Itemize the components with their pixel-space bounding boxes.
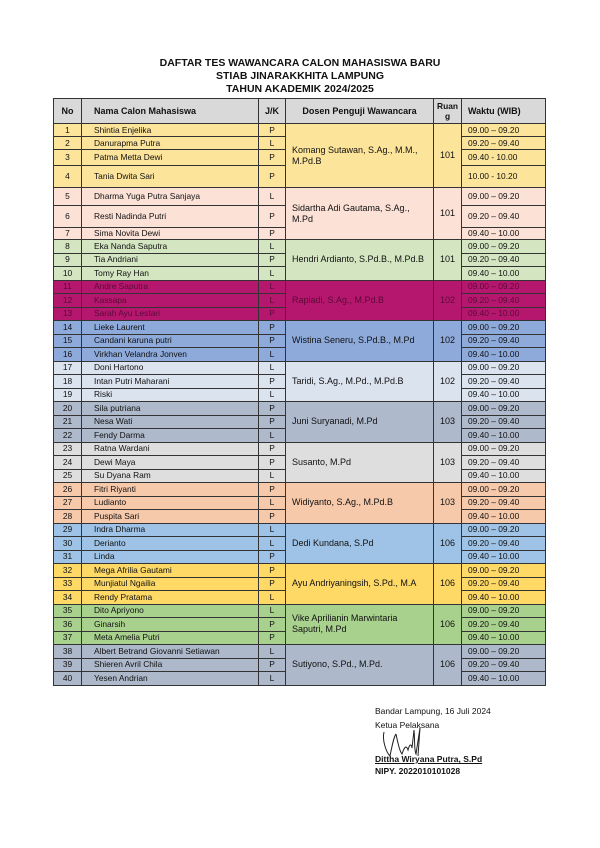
- candidate-name: Fitri Riyanti: [82, 483, 259, 497]
- row-number: 37: [54, 631, 82, 645]
- table-row: [54, 523, 546, 537]
- candidate-name: Fendy Darma: [82, 429, 259, 443]
- room-number: 101: [434, 240, 462, 281]
- row-number: 8: [54, 240, 82, 254]
- signer-id: NIPY. 2022010101028: [375, 766, 461, 776]
- gender: P: [259, 631, 286, 645]
- candidate-name: Dharma Yuga Putra Sanjaya: [82, 188, 259, 206]
- candidate-name: Andre Saputra: [82, 280, 259, 294]
- time-slot: 09.40 – 10.00: [462, 591, 546, 605]
- time-slot: 09.00 – 09.20: [462, 188, 546, 206]
- gender: L: [259, 361, 286, 375]
- row-number: 11: [54, 280, 82, 294]
- table-row: [54, 280, 546, 294]
- table-row: [54, 564, 546, 578]
- examiner-name: Rapiadi, S.Ag., M.Pd.B: [286, 280, 434, 321]
- candidate-name: Doni Hartono: [82, 361, 259, 375]
- academic-year: TAHUN AKADEMIK 2024/2025: [226, 83, 374, 95]
- time-slot: 09.00 – 09.20: [462, 280, 546, 294]
- gender: P: [259, 150, 286, 166]
- candidate-name: Sila putriana: [82, 402, 259, 416]
- time-slot: 09.20 – 09.40: [462, 137, 546, 150]
- row-number: 40: [54, 672, 82, 686]
- row-number: 28: [54, 510, 82, 524]
- gender: P: [259, 483, 286, 497]
- header-ruang: Ruan g: [434, 99, 462, 124]
- row-number: 36: [54, 618, 82, 632]
- candidate-name: Rendy Pratama: [82, 591, 259, 605]
- row-number: 19: [54, 388, 82, 402]
- examiner-name: Hendri Ardianto, S.Pd.B., M.Pd.B: [286, 240, 434, 281]
- gender: L: [259, 645, 286, 659]
- gender: P: [259, 253, 286, 267]
- row-number: 13: [54, 307, 82, 321]
- row-number: 3: [54, 150, 82, 166]
- row-number: 24: [54, 456, 82, 470]
- examiner-name: Taridi, S.Ag., M.Pd., M.Pd.B: [286, 361, 434, 402]
- gender: P: [259, 456, 286, 470]
- time-slot: 09.00 – 09.20: [462, 645, 546, 659]
- gender: L: [259, 469, 286, 483]
- candidate-name: Ratna Wardani: [82, 442, 259, 456]
- candidate-name: Ludianto: [82, 496, 259, 510]
- candidate-name: Shieren Avril Chila: [82, 658, 259, 672]
- gender: L: [259, 591, 286, 605]
- candidate-name: Yesen Andrian: [82, 672, 259, 686]
- candidate-name: Kassapa: [82, 294, 259, 308]
- candidate-name: Resti Nadinda Putri: [82, 206, 259, 228]
- examiner-name: Wistina Seneru, S.Pd.B., M.Pd: [286, 321, 434, 362]
- time-slot: 09.20 – 09.40: [462, 658, 546, 672]
- examiner-name: Widiyanto, S.Ag., M.Pd.B: [286, 483, 434, 524]
- gender: P: [259, 442, 286, 456]
- gender: L: [259, 294, 286, 308]
- document-title: DAFTAR TES WAWANCARA CALON MAHASISWA BARU: [159, 57, 441, 69]
- header-waktu: Waktu (WIB): [462, 99, 546, 124]
- row-number: 23: [54, 442, 82, 456]
- gender: P: [259, 307, 286, 321]
- time-slot: 09.00 – 09.20: [462, 564, 546, 578]
- time-slot: 09.40 – 10.00: [462, 469, 546, 483]
- candidate-name: Riski: [82, 388, 259, 402]
- gender: P: [259, 415, 286, 429]
- row-number: 38: [54, 645, 82, 659]
- room-number: 106: [434, 645, 462, 686]
- row-number: 12: [54, 294, 82, 308]
- header-jk: J/K: [259, 99, 286, 124]
- gender: L: [259, 137, 286, 150]
- time-slot: 09.20 – 09.40: [462, 206, 546, 228]
- gender: L: [259, 267, 286, 281]
- row-number: 25: [54, 469, 82, 483]
- gender: P: [259, 166, 286, 188]
- examiner-name: Juni Suryanadi, M.Pd: [286, 402, 434, 443]
- gender: L: [259, 496, 286, 510]
- room-number: 101: [434, 124, 462, 188]
- candidate-name: Danurapma Putra: [82, 137, 259, 150]
- row-number: 32: [54, 564, 82, 578]
- examiner-name: Komang Sutawan, S.Ag., M.M., M.Pd.B: [286, 124, 434, 188]
- gender: L: [259, 429, 286, 443]
- room-number: 106: [434, 564, 462, 605]
- candidate-name: Sima Novita Dewi: [82, 228, 259, 240]
- time-slot: 09.20 – 09.40: [462, 415, 546, 429]
- time-slot: 09.20 – 09.40: [462, 253, 546, 267]
- gender: P: [259, 228, 286, 240]
- row-number: 6: [54, 206, 82, 228]
- gender: P: [259, 564, 286, 578]
- gender: P: [259, 321, 286, 335]
- time-slot: 09.00 – 09.20: [462, 402, 546, 416]
- candidate-name: Sarah Ayu Lestari: [82, 307, 259, 321]
- time-slot: 09.40 – 10.00: [462, 510, 546, 524]
- row-number: 27: [54, 496, 82, 510]
- row-number: 7: [54, 228, 82, 240]
- row-number: 31: [54, 550, 82, 564]
- table-row: [54, 442, 546, 456]
- time-slot: 09.20 – 09.40: [462, 496, 546, 510]
- row-number: 14: [54, 321, 82, 335]
- table-row: [54, 188, 546, 206]
- signer-role: Ketua Pelaksana: [375, 720, 440, 730]
- header-name: Nama Calon Mahasiswa: [82, 99, 259, 124]
- table-header-row: [54, 99, 546, 124]
- gender: P: [259, 375, 286, 389]
- header-dosen: Dosen Penguji Wawancara: [286, 99, 434, 124]
- time-slot: 09.00 – 09.20: [462, 124, 546, 137]
- time-slot: 09.40 – 10.00: [462, 550, 546, 564]
- candidate-name: Lieke Laurent: [82, 321, 259, 335]
- row-number: 30: [54, 537, 82, 551]
- candidate-name: Nesa Wati: [82, 415, 259, 429]
- gender: L: [259, 523, 286, 537]
- time-slot: 09.00 – 09.20: [462, 321, 546, 335]
- gender: L: [259, 388, 286, 402]
- row-number: 39: [54, 658, 82, 672]
- table-row: [54, 240, 546, 254]
- candidate-name: Mega Afrilia Gautami: [82, 564, 259, 578]
- row-number: 1: [54, 124, 82, 137]
- table-row: [54, 124, 546, 137]
- candidate-name: Munjiatul Ngailia: [82, 577, 259, 591]
- time-slot: 09.40 – 10.00: [462, 307, 546, 321]
- candidate-name: Puspita Sari: [82, 510, 259, 524]
- gender: P: [259, 510, 286, 524]
- gender: L: [259, 672, 286, 686]
- time-slot: 09.20 – 09.40: [462, 375, 546, 389]
- table-row: [54, 402, 546, 416]
- room-number: 102: [434, 361, 462, 402]
- candidate-name: Tania Dwita Sari: [82, 166, 259, 188]
- time-slot: 09.40 - 10.00: [462, 150, 546, 166]
- candidate-name: Su Dyana Ram: [82, 469, 259, 483]
- time-slot: 09.20 – 09.40: [462, 456, 546, 470]
- time-slot: 09.40 – 10.00: [462, 228, 546, 240]
- row-number: 10: [54, 267, 82, 281]
- time-slot: 09.20 – 09.40: [462, 334, 546, 348]
- row-number: 29: [54, 523, 82, 537]
- time-slot: 09.40 – 10.00: [462, 631, 546, 645]
- gender: P: [259, 618, 286, 632]
- row-number: 20: [54, 402, 82, 416]
- time-slot: 09.40 – 10.00: [462, 672, 546, 686]
- row-number: 33: [54, 577, 82, 591]
- time-slot: 09.00 – 09.20: [462, 240, 546, 254]
- gender: L: [259, 604, 286, 618]
- candidate-name: Patma Metta Dewi: [82, 150, 259, 166]
- gender: P: [259, 550, 286, 564]
- candidate-name: Derianto: [82, 537, 259, 551]
- gender: L: [259, 188, 286, 206]
- row-number: 22: [54, 429, 82, 443]
- candidate-name: Indra Dharma: [82, 523, 259, 537]
- time-slot: 09.40 – 10.00: [462, 429, 546, 443]
- time-slot: 09.20 – 09.40: [462, 537, 546, 551]
- institution-name: STIAB JINARAKKHITA LAMPUNG: [216, 70, 384, 82]
- candidate-name: Intan Putri Maharani: [82, 375, 259, 389]
- examiner-name: Ayu Andriyaningsih, S.Pd., M.A: [286, 564, 434, 605]
- candidate-name: Ginarsih: [82, 618, 259, 632]
- time-slot: 09.20 – 09.40: [462, 294, 546, 308]
- examiner-name: Dedi Kundana, S.Pd: [286, 523, 434, 564]
- time-slot: 09.00 – 09.20: [462, 442, 546, 456]
- room-number: 106: [434, 523, 462, 564]
- row-number: 35: [54, 604, 82, 618]
- gender: L: [259, 240, 286, 254]
- candidate-name: Eka Nanda Saputra: [82, 240, 259, 254]
- time-slot: 09.40 – 10.00: [462, 348, 546, 362]
- row-number: 2: [54, 137, 82, 150]
- examiner-name: Sidartha Adi Gautama, S.Ag., M.Pd: [286, 188, 434, 240]
- candidate-name: Tomy Ray Han: [82, 267, 259, 281]
- place-date: Bandar Lampung, 16 Juli 2024: [375, 706, 491, 716]
- gender: L: [259, 280, 286, 294]
- room-number: 101: [434, 188, 462, 240]
- examiner-name: Vike Aprilianin Marwintaria Saputri, M.Pd: [286, 604, 434, 645]
- table-row: [54, 361, 546, 375]
- candidate-name: Virkhan Velandra Jonven: [82, 348, 259, 362]
- row-number: 15: [54, 334, 82, 348]
- interview-schedule-table: [53, 98, 546, 686]
- gender: P: [259, 577, 286, 591]
- candidate-name: Meta Amelia Putri: [82, 631, 259, 645]
- header-no: No: [54, 99, 82, 124]
- time-slot: 09.00 – 09.20: [462, 361, 546, 375]
- candidate-name: Candani karuna putri: [82, 334, 259, 348]
- row-number: 9: [54, 253, 82, 267]
- room-number: 103: [434, 483, 462, 524]
- row-number: 16: [54, 348, 82, 362]
- room-number: 102: [434, 321, 462, 362]
- gender: P: [259, 402, 286, 416]
- time-slot: 09.00 – 09.20: [462, 483, 546, 497]
- time-slot: 10.00 - 10.20: [462, 166, 546, 188]
- examiner-name: Sutiyono, S.Pd., M.Pd.: [286, 645, 434, 686]
- row-number: 26: [54, 483, 82, 497]
- signer-name: Dittha Wiryana Putra, S.Pd: [375, 754, 483, 764]
- table-row: [54, 321, 546, 335]
- table-row: [54, 604, 546, 618]
- row-number: 4: [54, 166, 82, 188]
- candidate-name: Dito Apriyono: [82, 604, 259, 618]
- table-row: [54, 483, 546, 497]
- row-number: 21: [54, 415, 82, 429]
- room-number: 106: [434, 604, 462, 645]
- time-slot: 09.00 – 09.20: [462, 604, 546, 618]
- row-number: 5: [54, 188, 82, 206]
- table-body: [54, 124, 546, 686]
- gender: P: [259, 658, 286, 672]
- row-number: 34: [54, 591, 82, 605]
- row-number: 17: [54, 361, 82, 375]
- candidate-name: Tia Andriani: [82, 253, 259, 267]
- gender: L: [259, 348, 286, 362]
- room-number: 103: [434, 402, 462, 443]
- room-number: 102: [434, 280, 462, 321]
- time-slot: 09.40 – 10.00: [462, 388, 546, 402]
- time-slot: 09.40 – 10.00: [462, 267, 546, 281]
- candidate-name: Linda: [82, 550, 259, 564]
- time-slot: 09.20 – 09.40: [462, 618, 546, 632]
- candidate-name: Albert Betrand Giovanni Setiawan: [82, 645, 259, 659]
- candidate-name: Dewi Maya: [82, 456, 259, 470]
- examiner-name: Susanto, M.Pd: [286, 442, 434, 483]
- gender: P: [259, 334, 286, 348]
- gender: P: [259, 124, 286, 137]
- time-slot: 09.00 – 09.20: [462, 523, 546, 537]
- time-slot: 09.20 – 09.40: [462, 577, 546, 591]
- gender: L: [259, 537, 286, 551]
- row-number: 18: [54, 375, 82, 389]
- candidate-name: Shintia Enjelika: [82, 124, 259, 137]
- table-row: [54, 645, 546, 659]
- room-number: 103: [434, 442, 462, 483]
- gender: P: [259, 206, 286, 228]
